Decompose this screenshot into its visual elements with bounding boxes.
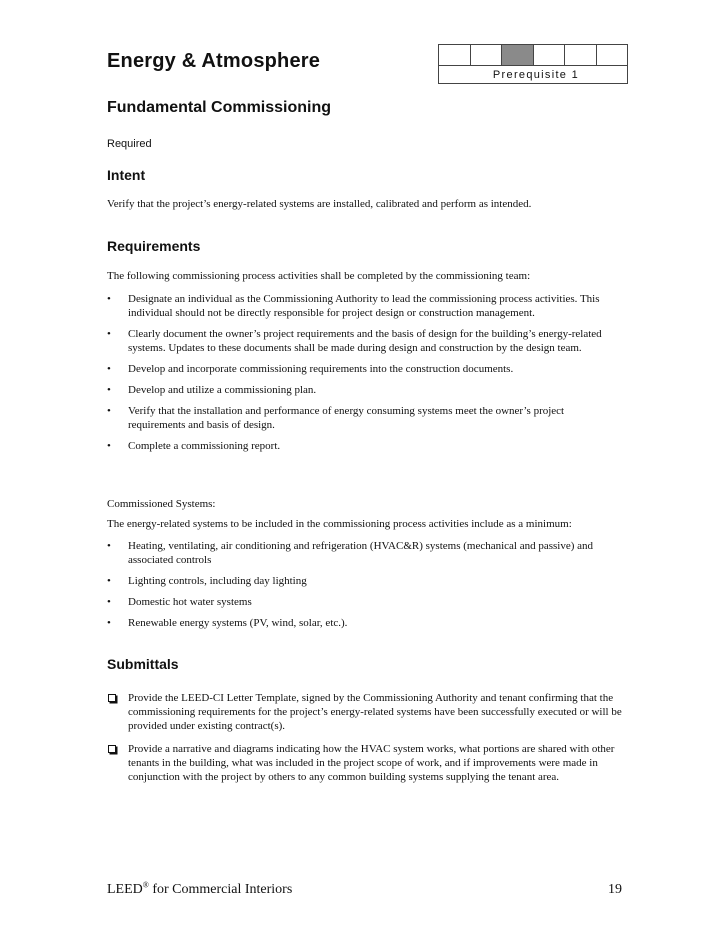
bullet-icon: • bbox=[107, 405, 111, 417]
list-item-text: Complete a commissioning report. bbox=[128, 440, 281, 452]
list-item bbox=[107, 439, 622, 453]
list-item bbox=[107, 327, 622, 355]
list-item-text: Renewable energy systems (PV, wind, solar, etc.). bbox=[128, 617, 348, 629]
page-number: 19 bbox=[608, 882, 622, 897]
list-item-text: Provide the LEED-CI Letter Template, signed by the Commissioning Authority and tenant confirming that the commissioning requirements for the project’s energy-related systems have been successfully executed or will be provided under existing contract(s). bbox=[128, 692, 622, 732]
credit-cell bbox=[597, 45, 628, 65]
requirements-heading: Requirements bbox=[107, 238, 201, 254]
list-item-text: Designate an individual as the Commissioning Authority to lead the commissioning process activities. This individual should not be directly responsible for project design or construction management. bbox=[128, 293, 600, 319]
list-item-text: Verify that the installation and performance of energy consuming systems meet the owner’s project requirements and basis of design. bbox=[128, 405, 565, 431]
systems-list bbox=[107, 539, 622, 637]
list-item bbox=[107, 362, 622, 376]
credit-label: Prerequisite 1 bbox=[492, 69, 579, 81]
list-item bbox=[107, 383, 622, 397]
credit-cells bbox=[439, 45, 627, 66]
credit-cell bbox=[471, 45, 503, 65]
list-item bbox=[107, 404, 622, 432]
submittals-list bbox=[107, 691, 622, 791]
intent-text: Verify that the project’s energy-related systems are installed, calibrated and perform as intended. bbox=[107, 198, 532, 210]
commissioned-systems-intro: The energy-related systems to be included in the commissioning process activities include as a minimum: bbox=[107, 518, 572, 530]
bullet-icon: • bbox=[107, 293, 111, 305]
credit-cell bbox=[534, 45, 566, 65]
bullet-icon: • bbox=[107, 540, 111, 552]
list-item-text: Develop and utilize a commissioning plan. bbox=[128, 384, 317, 396]
intent-heading: Intent bbox=[107, 167, 146, 183]
list-item bbox=[107, 616, 622, 630]
list-item-text: Develop and incorporate commissioning requirements into the construction documents. bbox=[128, 363, 514, 375]
footer-publication bbox=[107, 882, 292, 898]
registered-mark: ® bbox=[142, 880, 149, 890]
bullet-icon: • bbox=[107, 363, 111, 375]
list-item bbox=[107, 539, 622, 567]
checkbox-icon bbox=[108, 745, 116, 753]
footer-subtitle: for Commercial Interiors bbox=[148, 882, 293, 897]
credit-indicator-box bbox=[438, 44, 628, 84]
list-item bbox=[107, 691, 622, 733]
commissioned-systems-heading: Commissioned Systems: bbox=[107, 498, 216, 510]
list-item bbox=[107, 574, 622, 588]
required-label: Required bbox=[107, 138, 152, 150]
footer-leed: LEED bbox=[107, 882, 143, 897]
submittals-heading: Submittals bbox=[107, 656, 179, 672]
list-item-text: Heating, ventilating, air conditioning and refrigeration (HVAC&R) systems (mechanical and passive) and associated controls bbox=[128, 540, 594, 566]
credit-cell bbox=[565, 45, 597, 65]
list-item bbox=[107, 595, 622, 609]
requirements-intro: The following commissioning process activities shall be completed by the commissioning team: bbox=[107, 270, 531, 282]
bullet-icon: • bbox=[107, 440, 111, 452]
bullet-icon: • bbox=[107, 328, 111, 340]
list-item-text: Clearly document the owner’s project requirements and the basis of design for the building’s energy-related systems. Updates to these documents shall be made during design and construction by the design team. bbox=[128, 328, 602, 354]
list-item bbox=[107, 742, 622, 784]
bullet-icon: • bbox=[107, 617, 111, 629]
list-item-text: Provide a narrative and diagrams indicating how the HVAC system works, what portions are shared with other tenants in the building, what was included in the project scope of work, and if improvements were made in conjunction with the project by others to any common building systems supplying the tenant area. bbox=[128, 743, 615, 783]
list-item-text: Lighting controls, including day lighting bbox=[128, 575, 307, 587]
requirements-list bbox=[107, 292, 622, 460]
bullet-icon: • bbox=[107, 596, 111, 608]
list-item bbox=[107, 292, 622, 320]
category-title: Energy & Atmosphere bbox=[107, 50, 321, 72]
bullet-icon: • bbox=[107, 575, 111, 587]
list-item-text: Domestic hot water systems bbox=[128, 596, 252, 608]
page-title: Fundamental Commissioning bbox=[107, 99, 332, 116]
credit-cell bbox=[439, 45, 471, 65]
credit-cell bbox=[502, 45, 534, 65]
bullet-icon: • bbox=[107, 384, 111, 396]
checkbox-icon bbox=[108, 694, 116, 702]
